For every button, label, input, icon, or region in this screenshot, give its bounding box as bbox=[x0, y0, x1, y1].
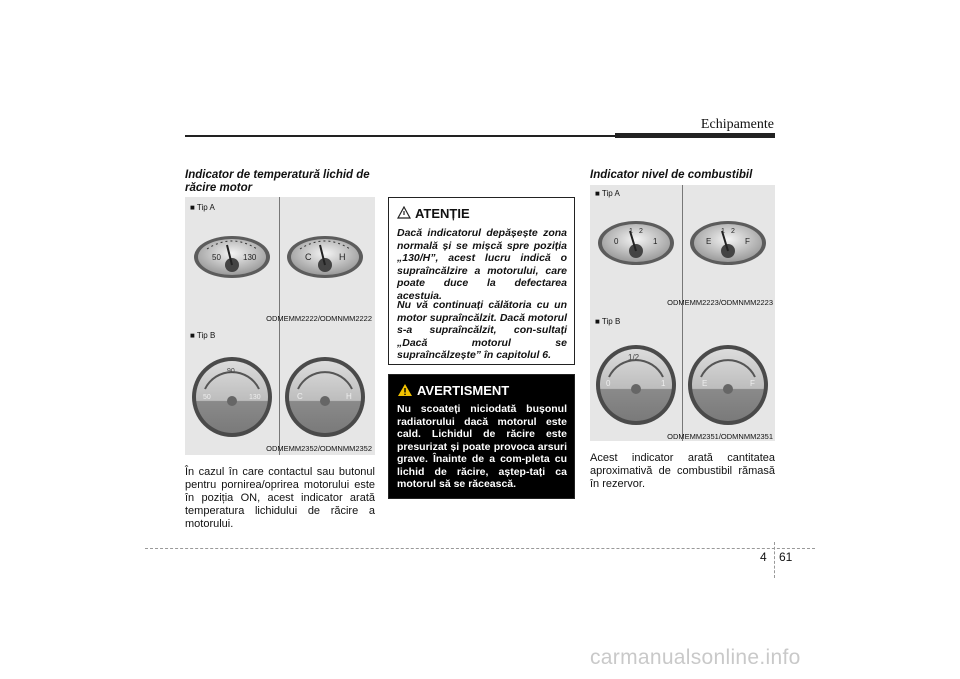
header-rule bbox=[185, 135, 615, 137]
coolant-panel-type-b bbox=[185, 327, 375, 455]
fuel-panel-type-a bbox=[590, 185, 775, 311]
caution-title: ATENȚIE bbox=[415, 206, 470, 221]
section-header-title: Echipamente bbox=[700, 117, 774, 132]
gauge-tick-label: 1 bbox=[629, 228, 633, 235]
watermark: carmanualsonline.info bbox=[590, 646, 801, 669]
gauge-tick-label: 2 bbox=[731, 228, 735, 235]
caution-box bbox=[388, 197, 575, 365]
caution-paragraph-2: Nu vă continuați călătoria cu un motor supraîncălzit. Dacă motorul s-a supraîncălzit, con-sultați „Dacă motorul se supraîncălzește” în capitolul 6. bbox=[397, 299, 567, 361]
fuel-gauge-title: Indicator nivel de combustibil bbox=[590, 169, 753, 181]
caution-triangle-icon bbox=[397, 206, 411, 219]
panel-label: ■ Tip B bbox=[595, 317, 621, 326]
gauge-min-label: C bbox=[305, 252, 312, 262]
gauge-full-label: F bbox=[750, 379, 755, 388]
chapter-number: 4 bbox=[760, 550, 767, 564]
coolant-temp-title: Indicator de temperatură lichid de răcire motor bbox=[185, 169, 370, 194]
gauge-empty-label: E bbox=[702, 379, 708, 388]
gauge-empty-label: 0 bbox=[606, 379, 611, 388]
gauge-tick-label: 1 bbox=[721, 228, 725, 235]
page-number: 61 bbox=[779, 550, 793, 564]
gauge-max-label: 130 bbox=[243, 253, 257, 262]
warning-text: Nu scoateți niciodată bușonul radiatorului dacă motorul este cald. Lichidul de răcire este presurizat și poate provoca arsuri grave. Înainte de a com-pleta cu lichid de răcire, aștep-tați ca motorul să se răcească. bbox=[397, 403, 567, 490]
gauge-tick-label: 2 bbox=[639, 228, 643, 235]
figure-code: ODMEMM2223/ODMNMM2223 bbox=[667, 298, 773, 307]
fuel-gauge-icon bbox=[598, 221, 674, 265]
gauge-min-label: 50 bbox=[212, 253, 221, 262]
gauge-max-label: 130 bbox=[249, 394, 261, 401]
figure-code: ODMEMM2351/ODMNMM2351 bbox=[667, 432, 773, 441]
coolant-panel-type-a bbox=[185, 197, 375, 327]
fuel-gauges-type-a bbox=[590, 185, 775, 311]
gauge-full-label: F bbox=[745, 237, 750, 246]
temperature-gauge-icon bbox=[287, 236, 363, 278]
fuel-gauges-type-b bbox=[590, 311, 775, 441]
coolant-gauges-type-b bbox=[185, 327, 375, 455]
figure-code: ODMEMM2352/ODMNMM2352 bbox=[266, 444, 372, 453]
fuel-panel-type-b bbox=[590, 311, 775, 441]
coolant-gauges-type-a bbox=[185, 197, 375, 327]
warning-box bbox=[388, 374, 575, 499]
gauge-mid-label: 90 bbox=[227, 368, 235, 375]
header-bar bbox=[615, 133, 775, 138]
panel-label: ■ Tip A bbox=[190, 203, 215, 212]
gauge-full-label: 1 bbox=[653, 237, 658, 246]
panel-label: ■ Tip B bbox=[190, 331, 216, 340]
gauge-empty-label: 0 bbox=[614, 237, 619, 246]
fuel-description: Acest indicator arată cantitatea aproximativă de combustibil rămasă în rezervor. bbox=[590, 452, 775, 490]
fuel-gauge-icon bbox=[690, 221, 766, 265]
warning-triangle-icon bbox=[397, 383, 413, 397]
coolant-description: În cazul în care contactul sau butonul pentru pornirea/oprirea motorului este în poziția ON, acest indicator arată temperatura lichidului de răcire a motorului. bbox=[185, 466, 375, 530]
gauge-max-label: H bbox=[346, 392, 352, 401]
gauge-min-label: C bbox=[297, 392, 303, 401]
footer-divider bbox=[774, 542, 775, 578]
gauge-mid-label: 1/2 bbox=[628, 353, 640, 362]
gauge-full-label: 1 bbox=[661, 379, 666, 388]
figure-code: ODMEMM2222/ODMNMM2222 bbox=[266, 314, 372, 323]
footer-rule bbox=[145, 548, 815, 549]
panel-label: ■ Tip A bbox=[595, 189, 620, 198]
gauge-empty-label: E bbox=[706, 237, 712, 246]
caution-paragraph-1: Dacă indicatorul depășește zona normală și se mișcă spre poziția „130/H”, acest lucru indică o supraîncălzire a motorului, care poate duce la defectarea acestuia. bbox=[397, 227, 567, 302]
warning-title: AVERTISMENT bbox=[417, 383, 510, 398]
temperature-gauge-icon bbox=[194, 236, 270, 278]
fuel-gauge-icon bbox=[688, 345, 768, 425]
gauge-min-label: 50 bbox=[203, 394, 211, 401]
gauge-max-label: H bbox=[339, 252, 346, 262]
